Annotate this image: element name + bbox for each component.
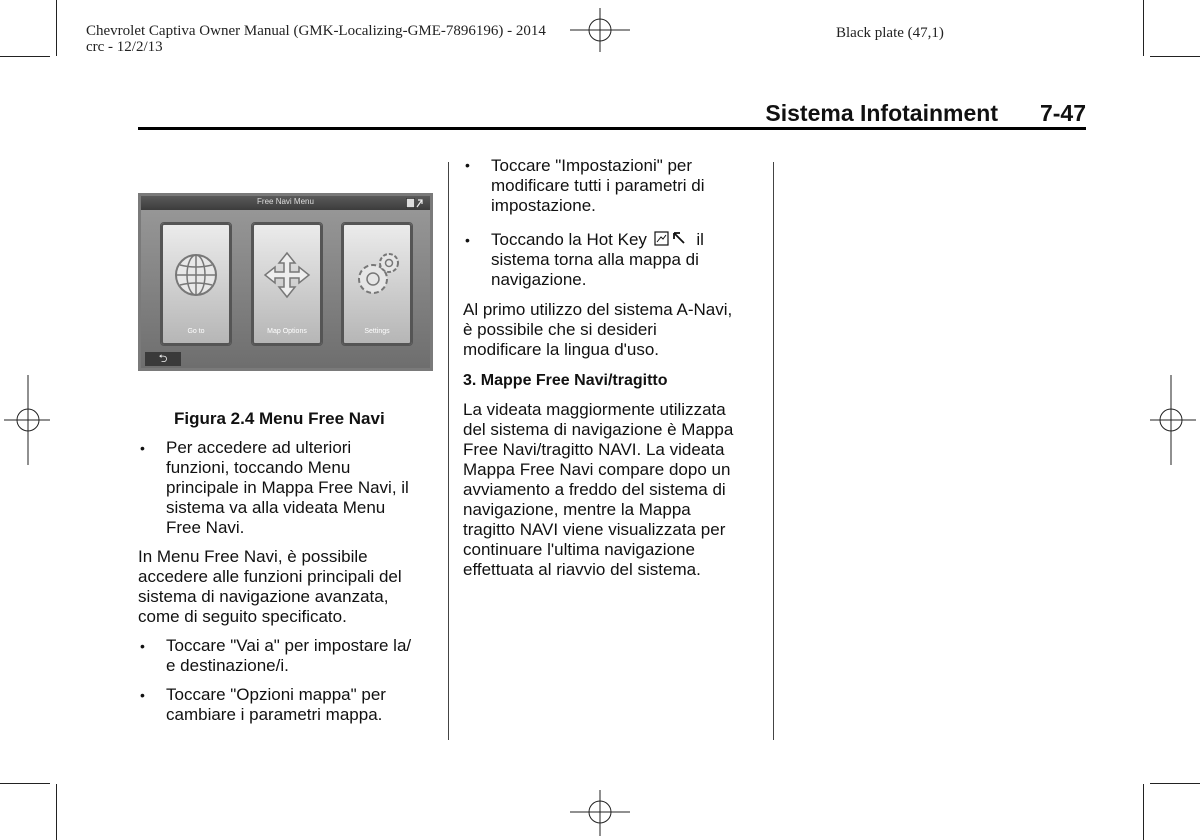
column-divider bbox=[448, 162, 449, 740]
crop-mark bbox=[1150, 783, 1200, 784]
list-item bbox=[166, 438, 409, 538]
text-line: navigazione, mentre la Mappa bbox=[463, 500, 691, 519]
subsection-heading: 3. Mappe Free Navi/tragitto bbox=[463, 372, 668, 389]
text-line: modificare la lingua d'uso. bbox=[463, 340, 660, 359]
text-line: Per accedere ad ulteriori bbox=[166, 438, 352, 457]
registration-mark-right bbox=[1150, 375, 1196, 465]
text-line: Toccare "Opzioni mappa" per bbox=[166, 685, 386, 704]
bullet-marker: • bbox=[140, 440, 145, 456]
text-line: sistema torna alla mappa di bbox=[491, 250, 699, 269]
text-line: In Menu Free Navi, è possibile bbox=[138, 547, 368, 566]
paragraph bbox=[463, 300, 732, 360]
text-line: del sistema di navigazione è Mappa bbox=[463, 420, 734, 439]
text-fragment: Toccando la Hot Key bbox=[491, 230, 647, 249]
section-title: Sistema Infotainment bbox=[765, 100, 998, 126]
back-arrow-icon: ⮌ bbox=[145, 352, 181, 366]
globe-icon bbox=[172, 251, 220, 299]
text-line bbox=[491, 230, 704, 250]
crop-mark bbox=[0, 56, 50, 57]
text-line: navigazione. bbox=[491, 270, 587, 289]
header-rule bbox=[138, 127, 1086, 130]
text-line: impostazione. bbox=[491, 196, 596, 215]
text-line: sistema di navigazione avanzata, bbox=[138, 587, 389, 606]
go-to-label: Go to bbox=[187, 328, 205, 335]
text-line: modificare tutti i parametri di bbox=[491, 176, 705, 195]
column-divider bbox=[773, 162, 774, 740]
manual-title-line: Chevrolet Captiva Owner Manual (GMK-Localizing-GME-7896196) - 2014 bbox=[86, 23, 546, 39]
paragraph bbox=[138, 547, 402, 627]
section-header bbox=[138, 100, 1086, 130]
text-line: e destinazione/i. bbox=[166, 656, 289, 675]
list-item bbox=[491, 230, 704, 290]
list-item bbox=[491, 156, 705, 216]
text-line: continuare l'ultima navigazione bbox=[463, 540, 695, 559]
map-options-button bbox=[251, 222, 323, 346]
crop-mark bbox=[0, 783, 50, 784]
bullet-marker: • bbox=[140, 687, 145, 703]
text-line: Toccare "Impostazioni" per bbox=[491, 156, 693, 175]
text-line: come di seguito specificato. bbox=[138, 607, 347, 626]
registration-mark-bottom bbox=[570, 790, 630, 836]
crop-mark bbox=[1150, 56, 1200, 57]
navigation-screen-figure bbox=[138, 193, 433, 371]
text-line: principale in Mappa Free Navi, il bbox=[166, 478, 409, 497]
crc-line: crc - 12/2/13 bbox=[86, 39, 163, 55]
text-line: avviamento a freddo del sistema di bbox=[463, 480, 726, 499]
map-hotkey-icon bbox=[654, 231, 690, 247]
map-options-label: Map Options bbox=[267, 328, 307, 335]
crop-mark bbox=[1143, 784, 1144, 840]
settings-button bbox=[341, 222, 413, 346]
figure-caption: Figura 2.4 Menu Free Navi bbox=[174, 409, 385, 428]
map-hotkey-icon bbox=[406, 198, 424, 208]
settings-label: Settings bbox=[364, 328, 390, 335]
text-line: effettuata al riavvio del sistema. bbox=[463, 560, 701, 579]
crop-mark bbox=[56, 0, 57, 56]
list-item bbox=[166, 636, 411, 676]
text-line: sistema va alla videata Menu bbox=[166, 498, 386, 517]
bullet-marker: • bbox=[465, 157, 470, 173]
screen-title-bar bbox=[141, 196, 430, 210]
bullet-marker: • bbox=[140, 638, 145, 654]
page-number: 7-47 bbox=[1039, 100, 1086, 126]
bullet-marker: • bbox=[465, 232, 470, 248]
registration-mark-left bbox=[4, 375, 50, 465]
text-fragment: il bbox=[696, 230, 704, 249]
text-line: Al primo utilizzo del sistema A-Navi, bbox=[463, 300, 733, 319]
text-line: Mappa Free Navi compare dopo un bbox=[463, 460, 731, 479]
text-line: La videata maggiormente utilizzata bbox=[463, 400, 726, 419]
text-line: tragitto NAVI viene visualizzata per bbox=[463, 520, 726, 539]
plate-label: Black plate (47,1) bbox=[836, 25, 944, 41]
list-item bbox=[166, 685, 386, 725]
paragraph bbox=[463, 400, 733, 580]
crop-mark bbox=[1143, 0, 1144, 56]
crop-mark bbox=[56, 784, 57, 840]
text-line: è possibile che si desideri bbox=[463, 320, 657, 339]
screen-title: Free Navi Menu bbox=[257, 197, 314, 206]
arrows-icon bbox=[263, 251, 311, 299]
text-line: Free Navi. bbox=[166, 518, 245, 537]
gears-icon bbox=[351, 249, 403, 301]
text-line: funzioni, toccando Menu bbox=[166, 458, 351, 477]
registration-mark-top bbox=[570, 8, 630, 52]
text-line: Toccare "Vai a" per impostare la/ bbox=[166, 636, 412, 655]
screen-display bbox=[141, 196, 430, 368]
go-to-button bbox=[160, 222, 232, 346]
text-line: accedere alle funzioni principali del bbox=[138, 567, 402, 586]
text-line: Free Navi/tragitto NAVI. La videata bbox=[463, 440, 725, 459]
text-line: cambiare i parametri mappa. bbox=[166, 705, 383, 724]
